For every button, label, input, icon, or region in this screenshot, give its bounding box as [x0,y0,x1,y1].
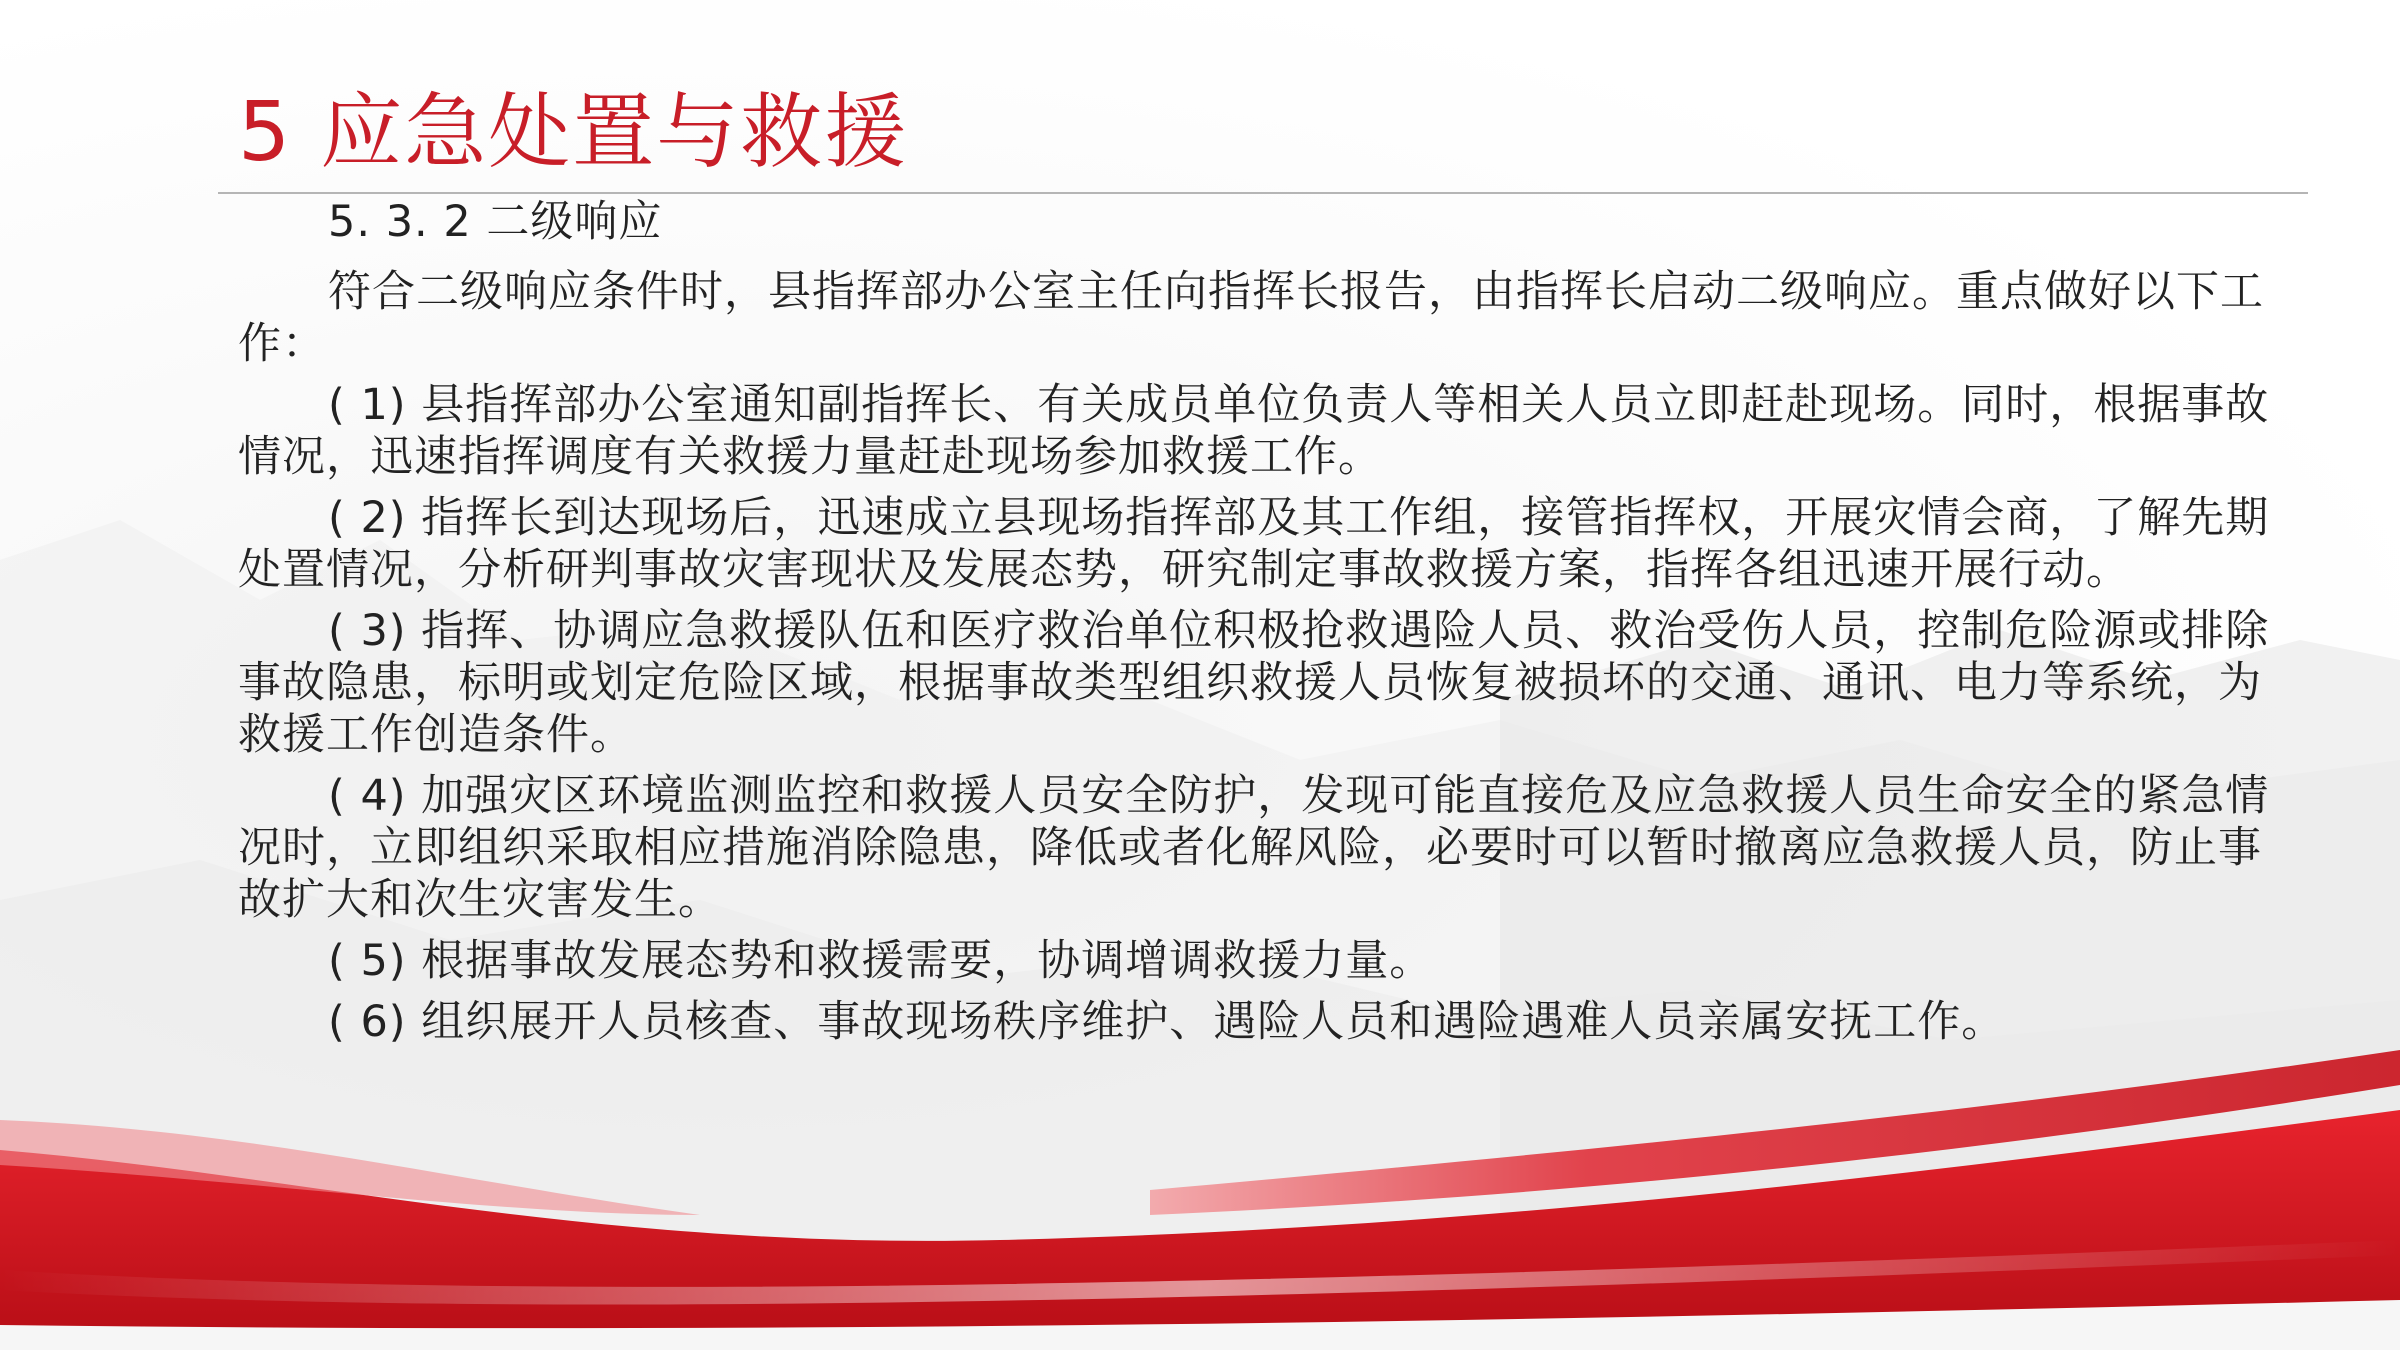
paragraph-item-6: ( 6) 组织展开人员核查、事故现场秩序维护、遇险人员和遇险遇难人员亲属安抚工作。 [328,997,2006,1047]
paragraph-item-2: ( 2) 指挥长到达现场后，迅速成立县现场指挥部及其工作组，接管指挥权，开展灾情会商，了解先期处置情况，分析研判事故灾害现状及发展态势，研究制定事故救援方案，指挥各组迅速开展行动。 [238,493,2270,595]
content-body [238,196,2288,1057]
paragraph-item-4: ( 4) 加强灾区环境监测监控和救援人员安全防护，发现可能直接危及应急救援人员生命安全的紧急情况时，立即组织采取相应措施消除隐患，降低或者化解风险，必要时可以暂时撤离应急救援人员，防止事故扩大和次生灾害发生。 [238,771,2270,925]
paragraph-item-5: ( 5) 根据事故发展态势和救援需要，协调增调救援力量。 [328,936,1434,986]
paragraph-intro: 符合二级响应条件时，县指挥部办公室主任向指挥长报告，由指挥长启动二级响应。重点做好以下工作： [238,267,2264,369]
section-heading: 5. 3. 2 二级响应 [328,197,663,247]
paragraph-item-3: ( 3) 指挥、协调应急救援队伍和医疗救治单位积极抢救遇险人员、救治受伤人员，控制危险源或排除事故隐患，标明或划定危险区域，根据事故类型组织救援人员恢复被损坏的交通、通讯、电力等系统，为救援工作创造条件。 [238,606,2270,760]
page-title: 5 应急处置与救援 [238,85,909,180]
paragraph-item-1: ( 1) 县指挥部办公室通知副指挥长、有关成员单位负责人等相关人员立即赶赴现场。同时，根据事故情况，迅速指挥调度有关救援力量赶赴现场参加救援工作。 [238,380,2270,482]
title-divider [218,192,2308,194]
